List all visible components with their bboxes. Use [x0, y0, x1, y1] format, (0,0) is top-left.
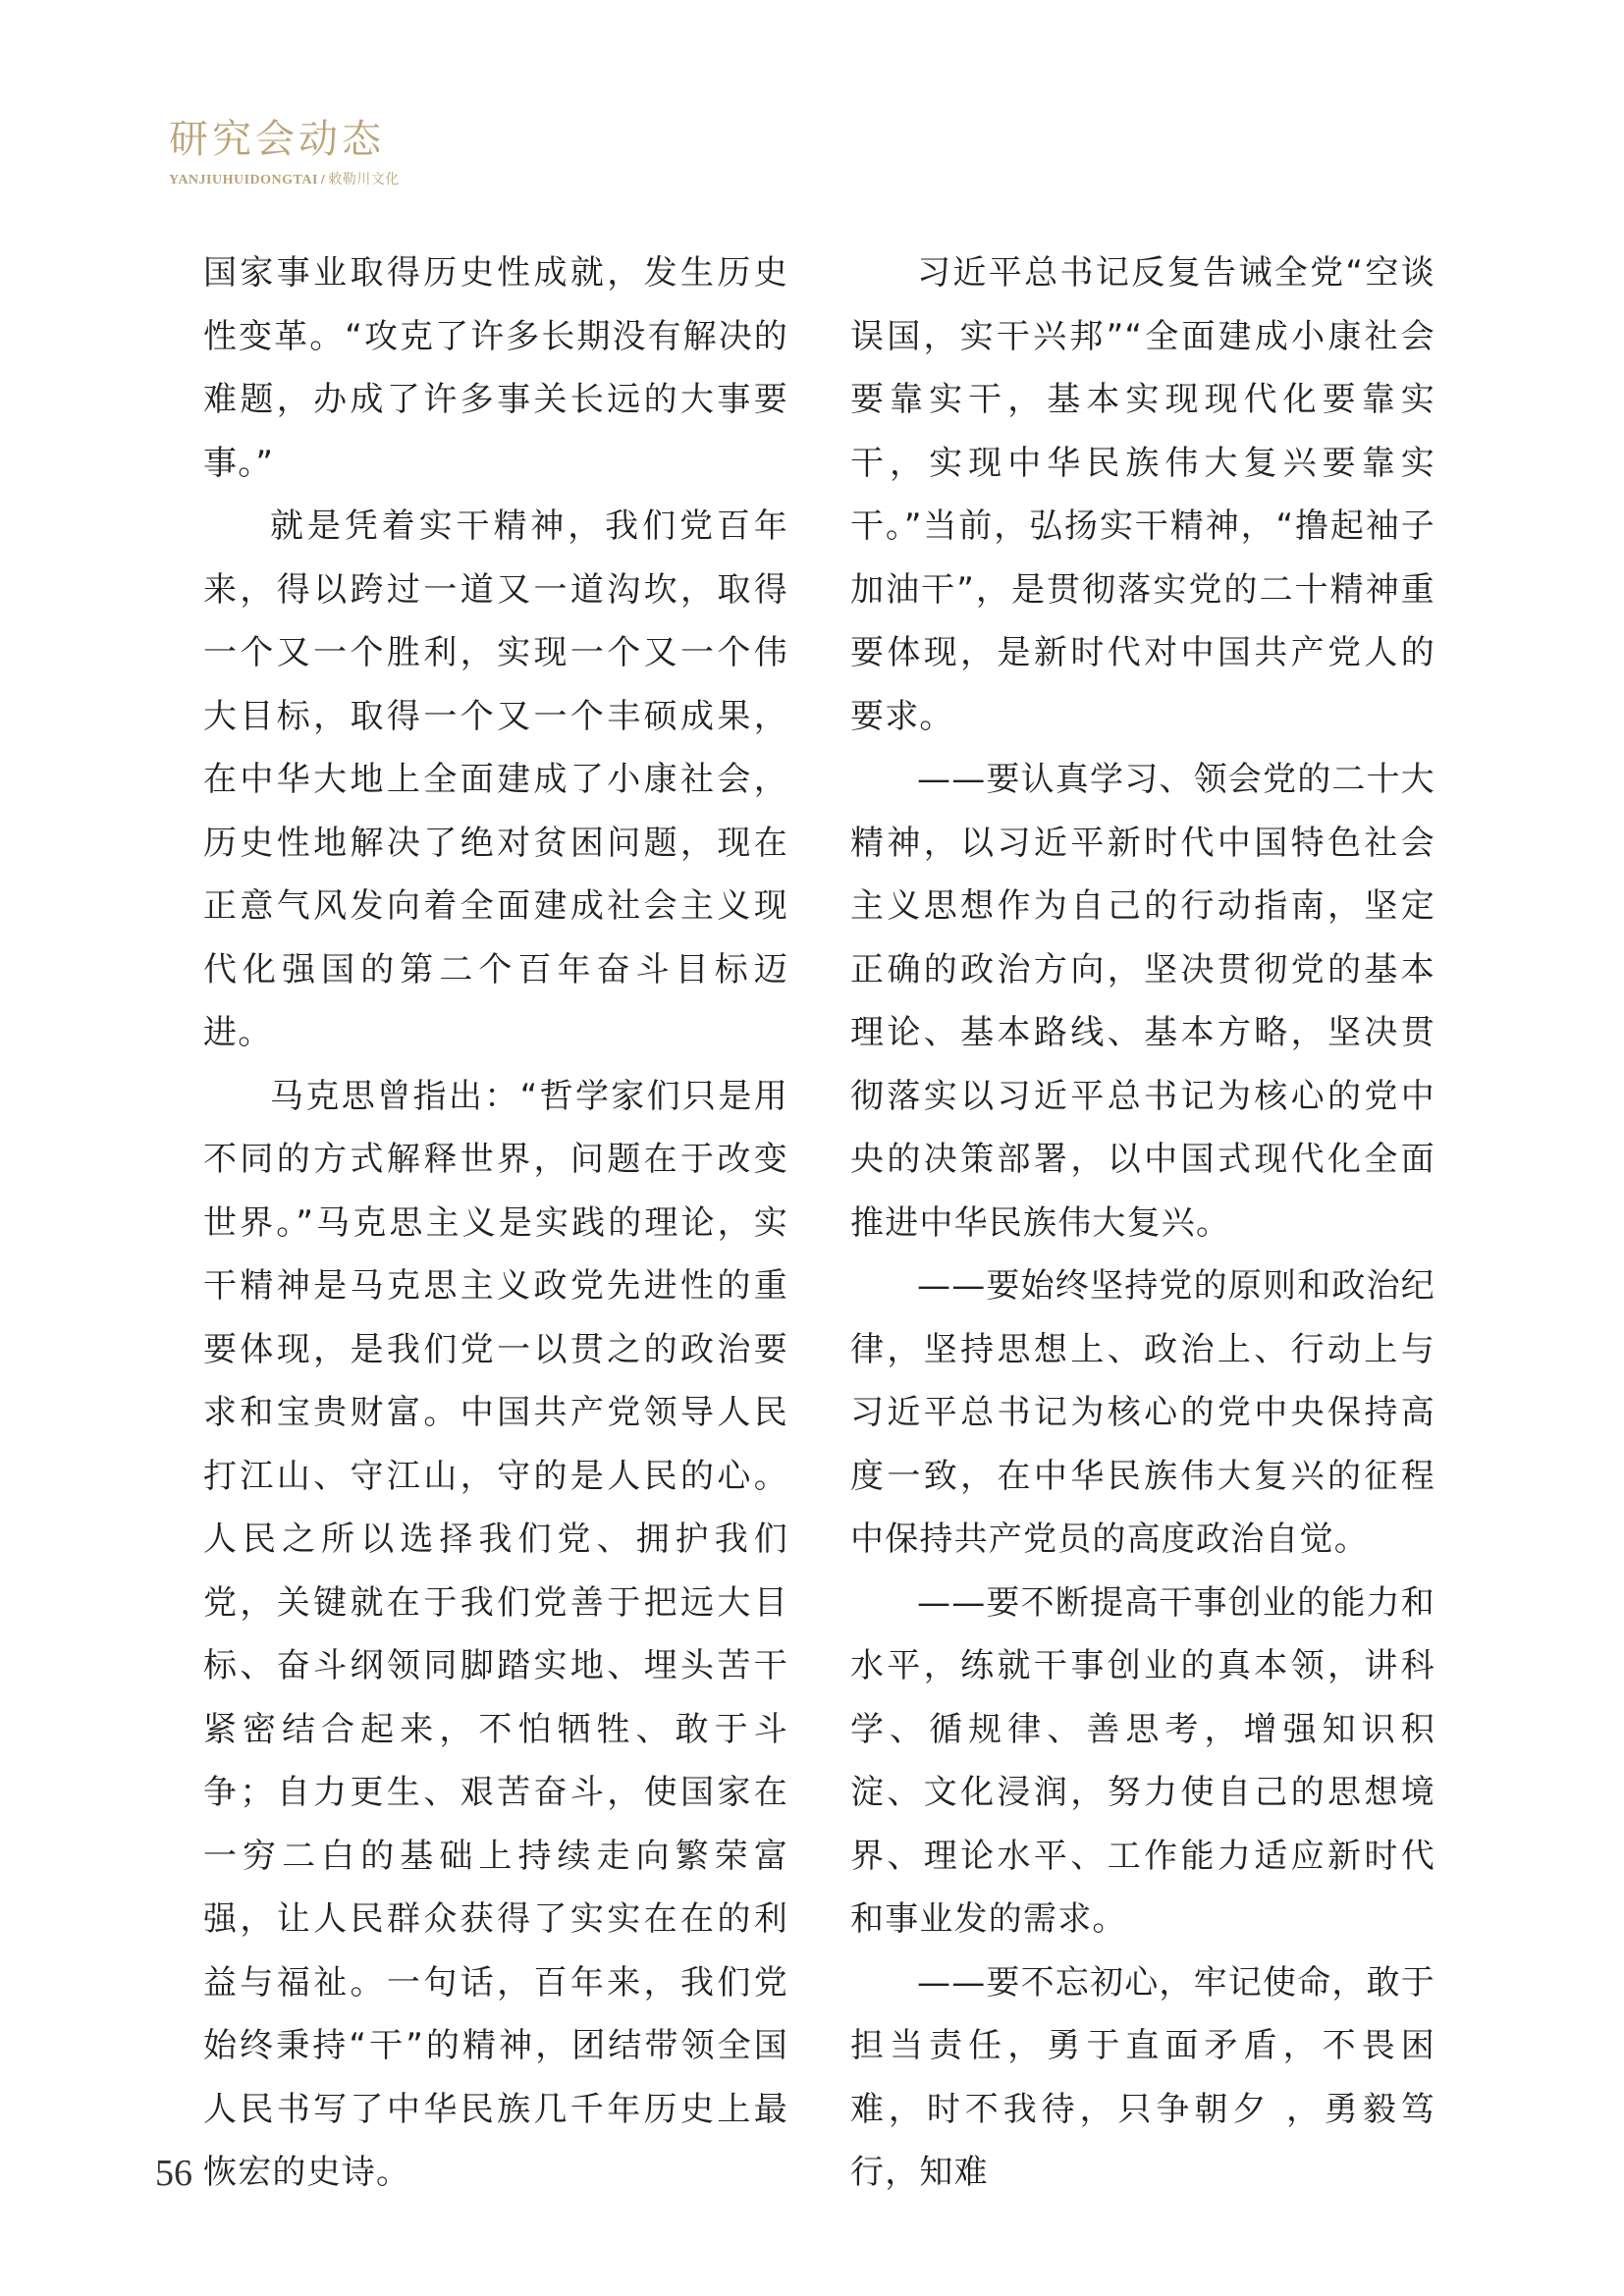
section-subtitle	[169, 169, 679, 188]
paragraph: ——要不断提高干事创业的能力和水平，练就干事创业的真本领，讲科学、循规律、善思考，增强知识积淀、文化浸润，努力使自己的思想境界、理论水平、工作能力适应新时代和事业发的需求。	[850, 1582, 1435, 1939]
right-column	[850, 241, 1435, 2205]
subtitle-separator: /	[320, 173, 326, 187]
running-header	[169, 116, 679, 188]
paragraph: 就是凭着实干精神，我们党百年来，得以跨过一道又一道沟坎，取得一个又一个胜利，实现一个又一个伟大目标，取得一个又一个丰硕成果，在中华大地上全面建成了小康社会，历史性地解决了绝对贫困问题，现在正意气风发向着全面建成社会主义现代化强国的第二个百年奋斗目标迈进。	[203, 507, 788, 1052]
paragraph: 马克思曾指出：“哲学家们只是用不同的方式解释世界，问题在于改变世界。”马克思主义是实践的理论，实干精神是马克思主义政党先进性的重要体现，是我们党一以贯之的政治要求和宝贵财富。中国共产党领导人民打江山、守江山，守的是人民的心。人民之所以选择我们党、拥护我们党，关键就在于我们党善于把远大目标、奋斗纲领同脚踏实地、埋头苦干紧密结合起来，不怕牺牲、敢于斗争；自力更生、艰苦奋斗，使国家在一穷二白的基础上持续走向繁荣富强，让人民群众获得了实实在在的利益与福祉。一句话，百年来，我们党始终秉持“干”的精神，团结带领全国人民书写了中华民族几千年历史上最恢宏的史诗。	[203, 1076, 788, 2192]
page-number: 56	[155, 2153, 192, 2194]
left-column	[203, 241, 788, 2205]
paragraph: ——要始终坚持党的原则和政治纪律，坚持思想上、政治上、行动上与习近平总书记为核心的党中央保持高度一致，在中华民族伟大复兴的征程中保持共产党员的高度政治自觉。	[850, 1266, 1435, 1559]
section-subtitle-latin: YANJIUHUIDONGTAI	[169, 173, 318, 187]
section-title: 研究会动态	[169, 117, 385, 162]
paragraph: 习近平总书记反复告诫全党“空谈误国，实干兴邦”“全面建成小康社会要靠实干，基本实现现代化要靠实干，实现中华民族伟大复兴要靠实干。”当前，弘扬实干精神，“撸起袖子加油干”，是贯彻落实党的二十精神重要体现，是新时代对中国共产党人的要求。	[850, 253, 1435, 736]
paragraph: 国家事业取得历史性成就，发生历史性变革。“攻克了许多长期没有解决的难题，办成了许多事关长远的大事要事。”	[203, 253, 788, 483]
paragraph: ——要认真学习、领会党的二十大精神，以习近平新时代中国特色社会主义思想作为自己的行动指南，坚定正确的政治方向，坚决贯彻党的基本理论、基本路线、基本方略，坚决贯彻落实以习近平总书记为核心的党中央的决策部署，以中国式现代化全面推进中华民族伟大复兴。	[850, 760, 1435, 1243]
series-name: 敕勒川文化	[328, 172, 400, 187]
paragraph: ——要不忘初心，牢记使命，敢于担当责任，勇于直面矛盾，不畏困难，时不我待，只争朝夕 ，勇毅笃行，知难	[850, 1962, 1435, 2192]
